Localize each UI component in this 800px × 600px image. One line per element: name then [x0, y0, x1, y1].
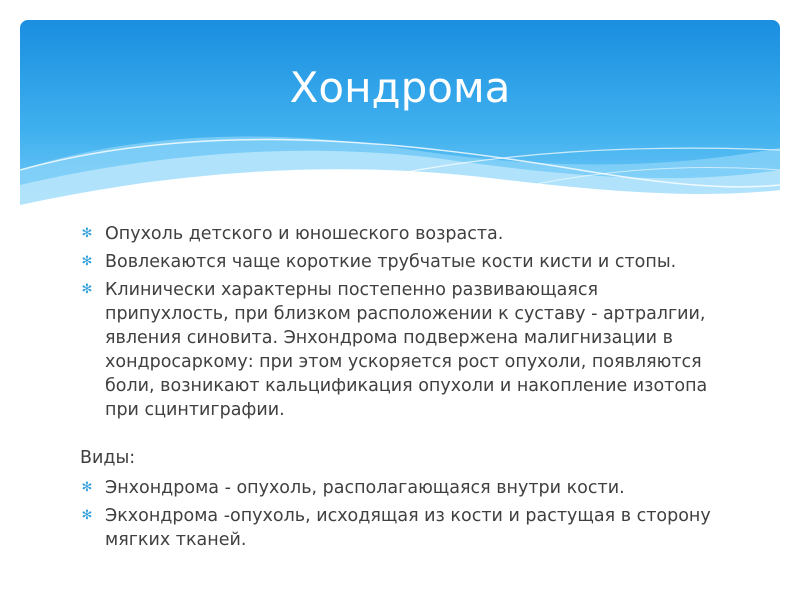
slide-title: Хондрома: [289, 63, 511, 112]
bullet-list-types: [80, 476, 720, 552]
asterisk-bullet-icon: ✻: [81, 508, 93, 523]
list-item: [80, 504, 720, 552]
list-item: [80, 222, 720, 246]
spacer: [80, 426, 720, 446]
list-item: [80, 476, 720, 500]
list-item: [80, 278, 720, 422]
asterisk-bullet-icon: ✻: [81, 480, 93, 495]
list-item: [80, 250, 720, 274]
list-item-text: Опухоль детского и юношеского возраста.: [105, 224, 504, 244]
list-item-text: Клинически характерны постепенно развивающаяся припухлость, при близком расположении к суставу - артралгии, явления синовита. Энхондрома подвержена малигнизации в хондросаркому: при этом ускоряется рост опухоли, появляются боли, возникают кальцификация опухоли и накопление изотопа при сцинтиграфии.: [105, 280, 708, 420]
list-item-text: Вовлекаются чаще короткие трубчатые кости кисти и стопы.: [105, 252, 677, 272]
header-banner: [20, 20, 780, 220]
bullet-list-main: [80, 222, 720, 422]
wave-background: [20, 20, 780, 220]
list-item-text: Экхондрома -опухоль, исходящая из кости и растущая в сторону мягких тканей.: [105, 506, 711, 550]
list-item-text: Энхондрома - опухоль, располагающаяся внутри кости.: [105, 478, 625, 498]
asterisk-bullet-icon: ✻: [81, 226, 93, 241]
slide-content: [80, 222, 720, 556]
asterisk-bullet-icon: ✻: [81, 282, 93, 297]
asterisk-bullet-icon: ✻: [81, 254, 93, 269]
types-heading: Виды:: [80, 448, 136, 468]
